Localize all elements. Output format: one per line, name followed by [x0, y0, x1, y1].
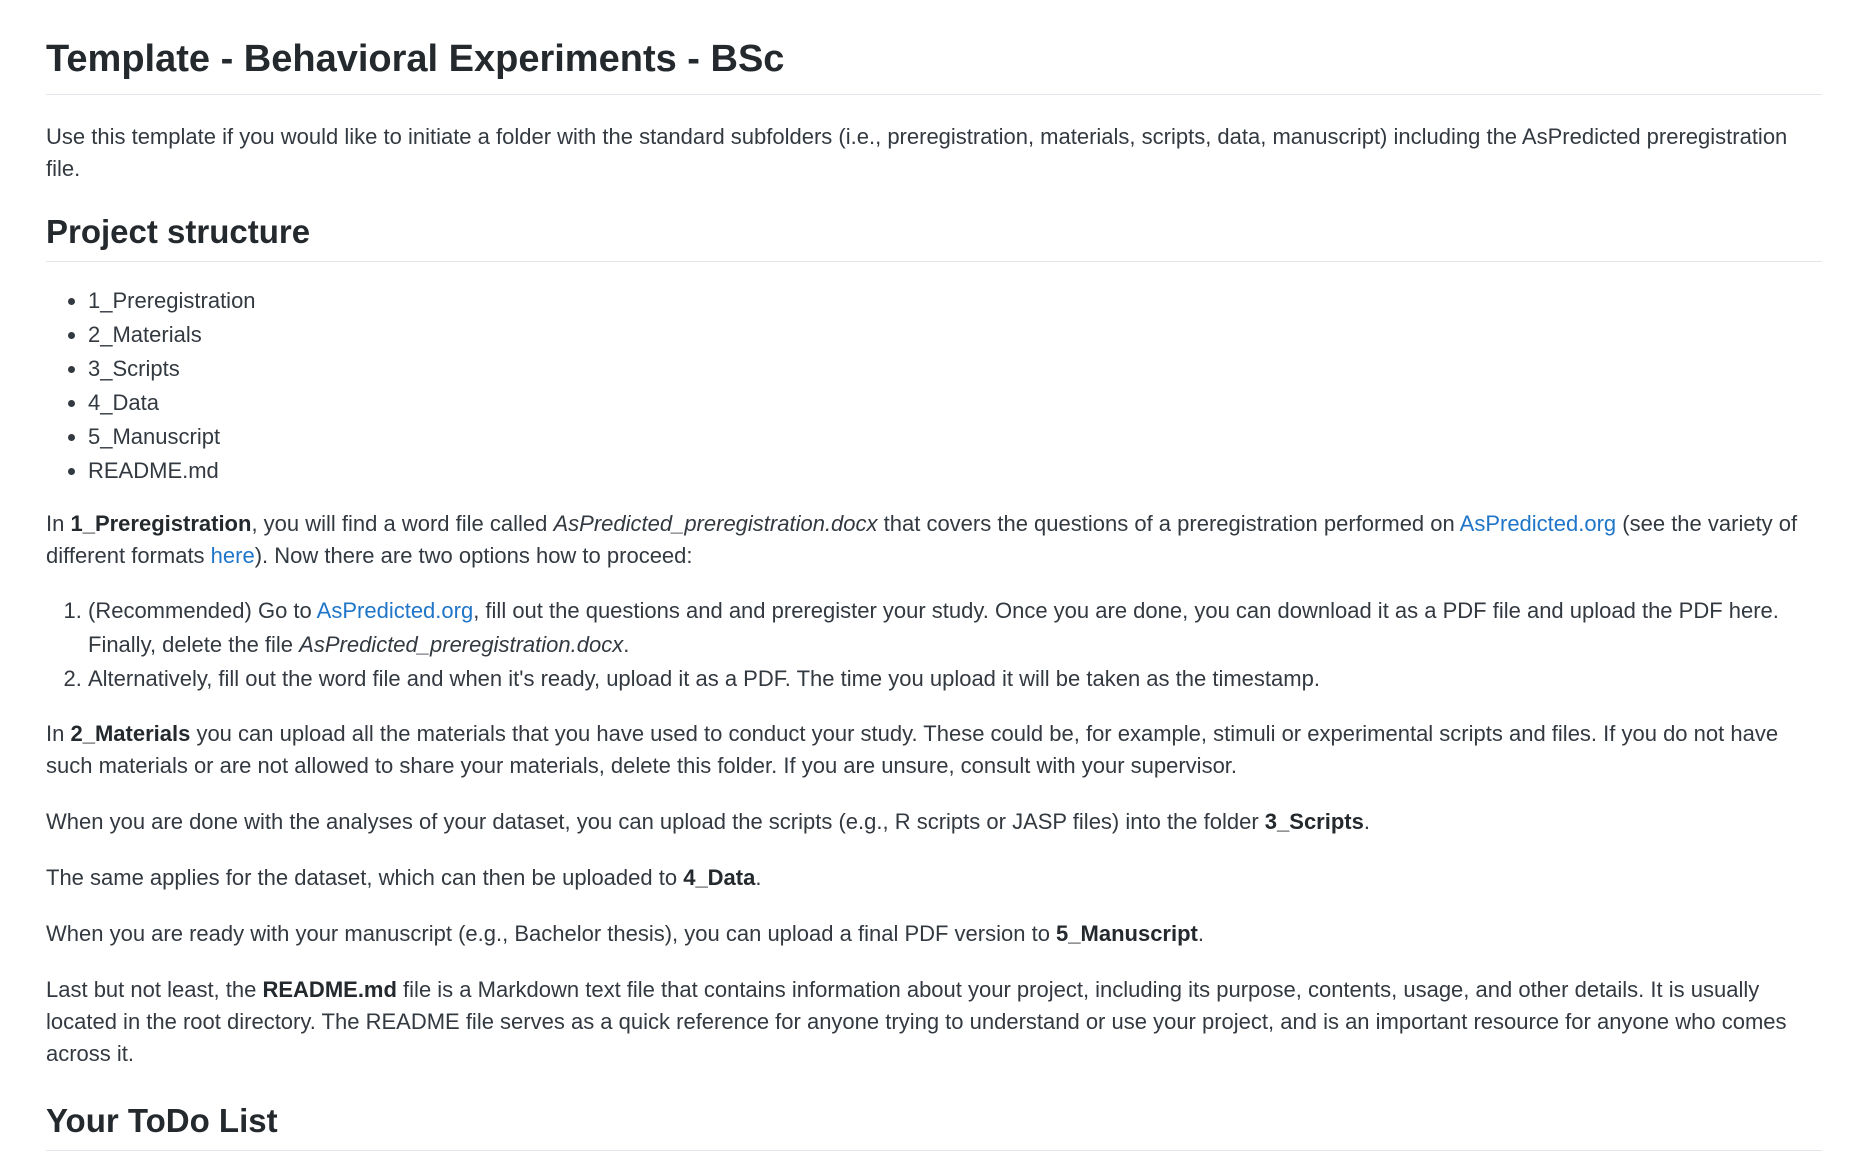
folder-list-item: • 3_Scripts — [88, 352, 1822, 386]
text-span: (Recommended) Go to — [88, 598, 317, 623]
text-span: The same applies for the dataset, which can then be uploaded to — [46, 865, 684, 890]
text-span: In — [46, 721, 71, 746]
text-span: ). Now there are two options how to proceed: — [254, 543, 693, 568]
folder-list-item: • 5_Manuscript — [88, 420, 1822, 454]
text-span: , fill out the questions and and preregister your study. Once you are done, you can download it as a PDF file and upload the PDF here. Finally, delete the file — [88, 598, 1779, 657]
italic-file-name: AsPredicted_preregistration.docx — [299, 632, 624, 657]
preregistration-paragraph — [46, 508, 1822, 572]
bold-folder-name: 4_Data — [683, 865, 756, 890]
formats-here-link[interactable]: here — [210, 543, 255, 568]
materials-paragraph — [46, 718, 1822, 782]
text-span: (see the variety of different formats — [46, 511, 1798, 568]
text-span: . — [755, 865, 762, 890]
folder-list-item: • 4_Data — [88, 386, 1822, 420]
text-span: Last but not least, the — [46, 977, 263, 1002]
readme-content — [46, 0, 1822, 1151]
page-title: Template - Behavioral Experiments - BSc — [46, 36, 1822, 95]
readme-paragraph — [46, 974, 1822, 1070]
text-span: . — [1197, 921, 1204, 946]
options-list — [46, 594, 1822, 696]
text-span: In — [46, 511, 71, 536]
text-span: When you are done with the analyses of your dataset, you can upload the scripts (e.g., R scripts or JASP files) into the folder — [46, 809, 1265, 834]
bold-folder-name: 1_Preregistration — [70, 511, 252, 536]
bold-folder-name: 5_Manuscript — [1056, 921, 1198, 946]
bold-folder-name: 2_Materials — [70, 721, 191, 746]
manuscript-paragraph — [46, 918, 1822, 950]
text-span: . — [623, 632, 630, 657]
scripts-paragraph — [46, 806, 1822, 838]
folder-list-item: • 2_Materials — [88, 318, 1822, 352]
option-item-alternative: 2. Alternatively, fill out the word file and when it's ready, upload it as a PDF. The time you upload it will be taken as the timestamp. — [88, 662, 1822, 696]
folder-list-item: • 1_Preregistration — [88, 284, 1822, 318]
todo-heading: Your ToDo List — [46, 1100, 1822, 1151]
folder-list-item: • README.md — [88, 454, 1822, 488]
text-span: you can upload all the materials that you have used to conduct your study. These could be, for example, stimuli or experimental scripts and files. If you do not have such materials or are not allowed to share your materials, delete this folder. If you are unsure, consult with your supervisor. — [46, 721, 1779, 778]
aspredicted-link[interactable]: AsPredicted.org — [1459, 511, 1617, 536]
text-span: , you will find a word file called — [251, 511, 554, 536]
project-structure-heading: Project structure — [46, 211, 1822, 262]
intro-paragraph: Use this template if you would like to initiate a folder with the standard subfolders (i.e., preregistration, materials, scripts, data, manuscript) including the AsPredicted preregistration file. — [46, 124, 1788, 181]
option-item-recommended — [88, 594, 1822, 662]
folder-list — [46, 284, 1822, 488]
bold-file-name: README.md — [262, 977, 397, 1002]
data-paragraph — [46, 862, 1822, 894]
text-span: that covers the questions of a preregistration performed on — [877, 511, 1460, 536]
italic-file-name: AsPredicted_preregistration.docx — [553, 511, 878, 536]
text-span: . — [1363, 809, 1370, 834]
bold-folder-name: 3_Scripts — [1264, 809, 1364, 834]
text-span: When you are ready with your manuscript (e.g., Bachelor thesis), you can upload a final PDF version to — [46, 921, 1057, 946]
text-span: file is a Markdown text file that contains information about your project, including its purpose, contents, usage, and other details. It is usually located in the root directory. The README file serves as a quick reference for anyone trying to understand or use your project, and is an important resource for anyone who comes across it. — [46, 977, 1787, 1066]
aspredicted-link[interactable]: AsPredicted.org — [316, 598, 474, 623]
